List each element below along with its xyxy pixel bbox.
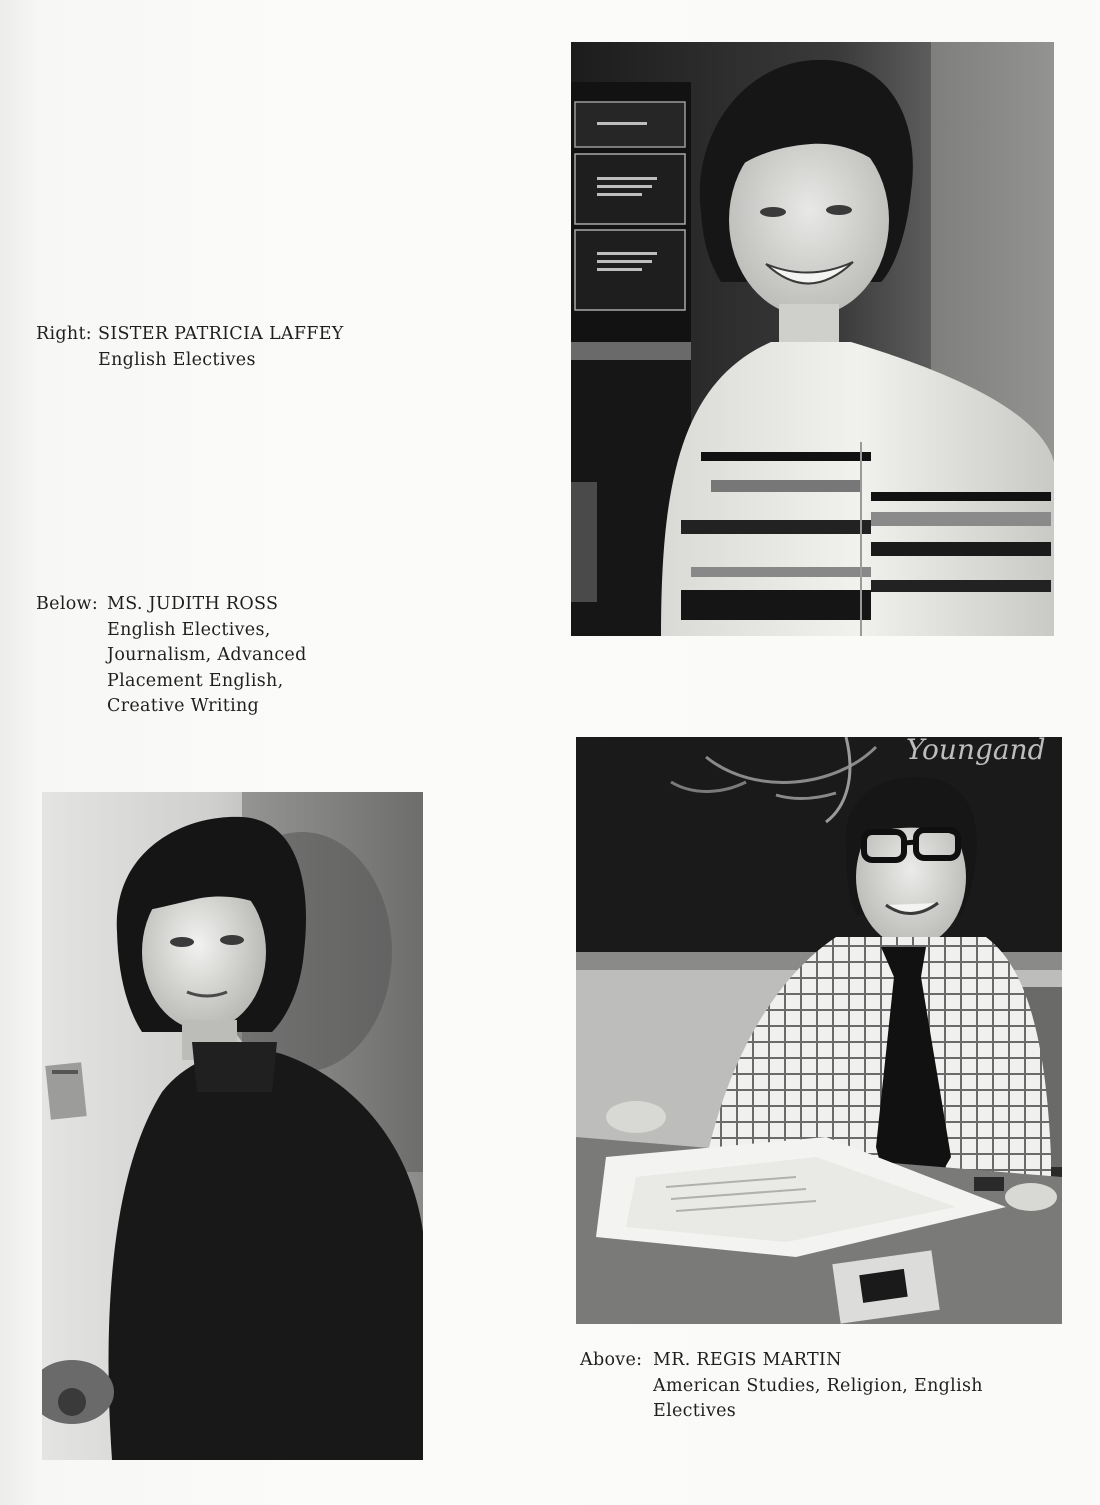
caption-martin <box>580 1348 983 1425</box>
caption-lead: Below: <box>36 594 99 614</box>
portrait-photo-ross <box>42 792 423 1460</box>
portrait-laffey-image <box>571 42 1054 636</box>
subject-line: English Electives <box>98 349 256 370</box>
teacher-name: MR. REGIS MARTIN <box>653 1350 842 1370</box>
caption-laffey <box>36 322 344 373</box>
portrait-ross-image <box>42 792 423 1460</box>
portrait-photo-martin <box>576 737 1062 1324</box>
subject-line: Placement English, <box>107 670 284 691</box>
subject-line: American Studies, Religion, English <box>653 1375 983 1396</box>
portrait-photo-laffey <box>571 42 1054 636</box>
subject-line: Journalism, Advanced <box>107 645 307 665</box>
subject-line: English Electives, <box>107 619 271 640</box>
caption-lead: Right: <box>36 324 92 344</box>
chalkboard-writing: Youngand <box>906 737 1046 766</box>
teacher-name: SISTER PATRICIA LAFFEY <box>98 324 344 344</box>
teacher-name: MS. JUDITH ROSS <box>107 594 279 614</box>
subject-line: Electives <box>653 1401 737 1421</box>
portrait-martin-image <box>576 737 1062 1324</box>
caption-ross <box>36 592 307 720</box>
subject-line: Creative Writing <box>107 696 260 716</box>
caption-lead: Above: <box>580 1350 643 1370</box>
